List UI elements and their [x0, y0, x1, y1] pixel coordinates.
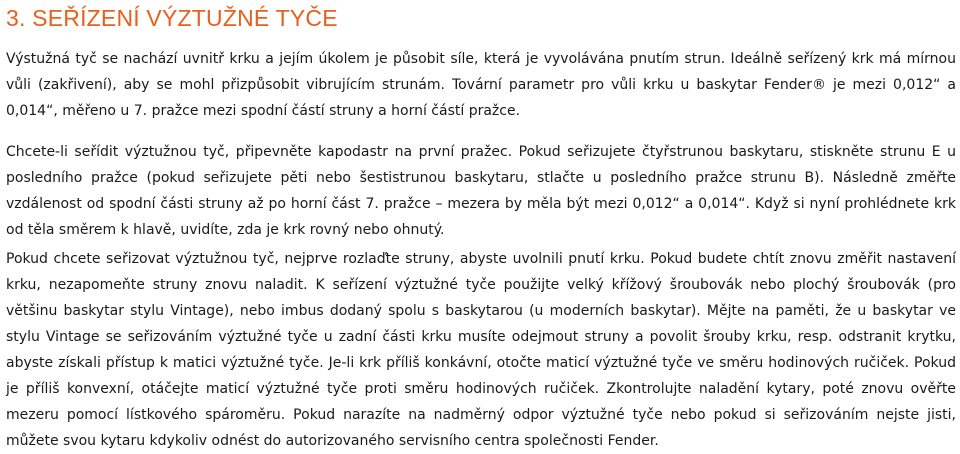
paragraph-truss-rod-intro: Výstužná tyč se nachází uvnitř krku a jejím úkolem je působit síle, která je vyvolávána pnutím strun. Ideálně seřízený krk má mírnou vůli (zakřivení), aby se mohl přizpůsobit vibrujícím strunám. Tovární parametr pro vůli krku u baskytar Fender® je mezi 0,012“ a 0,014“, měřeno u 7. pražce mezi spodní částí struny a horní částí pražce.	[6, 51, 956, 119]
paragraph-adjustment: Pokud chcete seřizovat výztužnou tyč, nejprve rozlaďte struny, abyste uvolnili pnutí krku. Pokud budete chtít znovu změřit nastavení krku, nezapomeňte struny znovu naladit. K seřízení výztužné tyče použijte velký křížový šroubovák nebo plochý šroubovák (pro většinu baskytar stylu Vintage), nebo imbus dodaný spolu s baskytarou (u moderních baskytar). Mějte na paměti, že u baskytar ve stylu Vintage se seřizováním výztužné tyče u zadní části krku musíte odejmout struny a povolit šrouby krku, resp. odstranit krytku, abyste získali přístup k matici výztužné tyče. Je-li krk příliš konkávní, otočte maticí výztužné tyče ve směru hodinových ručiček. Pokud je příliš konvexní, otáčejte maticí výztužné tyče proti směru hodinových ručiček. Zkontrolujte naladění kytary, poté znovu ověřte mezeru pomocí lístkového spároměru. Pokud narazíte na nadměrný odpor výztužné tyče nebo pokud si seřizováním nejste jisti, můžete svou kytaru kdykoliv odnést do autorizovaného servisního centra společnosti Fender.	[6, 251, 956, 449]
section-heading: 3. SEŘÍZENÍ VÝZTUŽNÉ TYČE	[6, 5, 338, 31]
paragraph-measurement: Chcete-li seřídit výztužnou tyč, připevněte kapodastr na první pražec. Pokud seřizujete čtyřstrunou baskytaru, stiskněte strunu E u posledního pražce (pokud seřizujete pěti nebo šestistrunou baskytaru, stlačte u posledního pražce strunu B). Následně změřte vzdálenost od spodní části struny až po horní část 7. pražce – mezera by měla být mezi 0,012“ a 0,014“. Když si nyní prohlédnete krk od těla směrem k hlavě, uvidíte, zda je krk rovný nebo ohnutý.	[6, 144, 956, 238]
